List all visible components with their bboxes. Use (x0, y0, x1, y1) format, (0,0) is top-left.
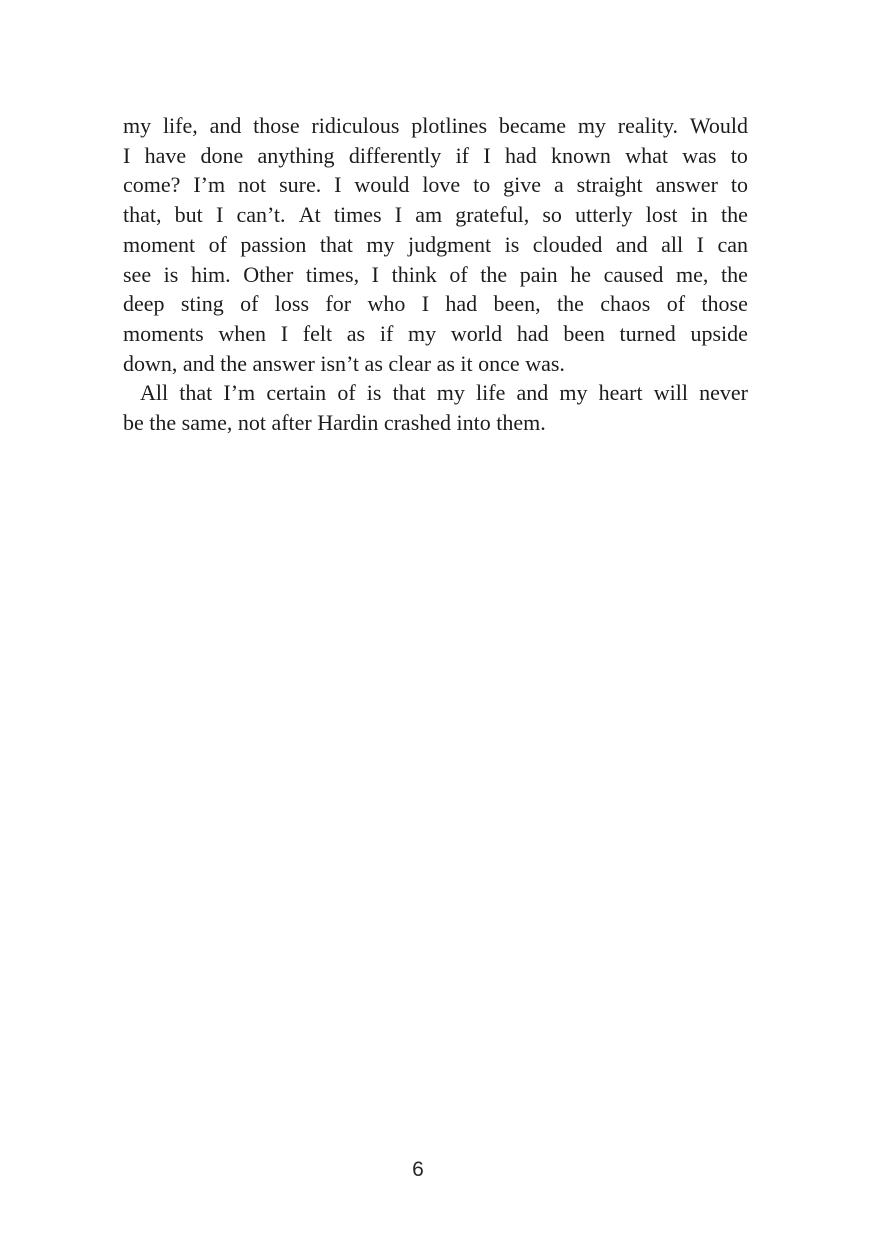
text-line: I have done anything differently if I had known what was to (123, 142, 748, 168)
text-line: see is him. Other times, I think of the pain he caused me, the (123, 261, 748, 287)
page-number: 6 (412, 1158, 424, 1181)
text-line: be the same, not after Hardin crashed into them. (123, 410, 546, 436)
text-line: All that I’m certain of is that my life and my heart will never (140, 380, 748, 406)
text-line: my life, and those ridiculous plotlines became my reality. Would (123, 113, 748, 138)
text-line: down, and the answer isn’t as clear as it once was. (123, 350, 565, 376)
text-line: deep sting of loss for who I had been, the chaos of those (123, 291, 748, 317)
text-line: moment of passion that my judgment is clouded and all I can (123, 231, 748, 257)
text-line: that, but I can’t. At times I am grateful, so utterly lost in the (123, 202, 748, 228)
text-line: come? I’m not sure. I would love to give a straight answer to (123, 172, 748, 198)
text-line: moments when I felt as if my world had been turned upside (123, 320, 748, 346)
body-text (123, 111, 748, 438)
